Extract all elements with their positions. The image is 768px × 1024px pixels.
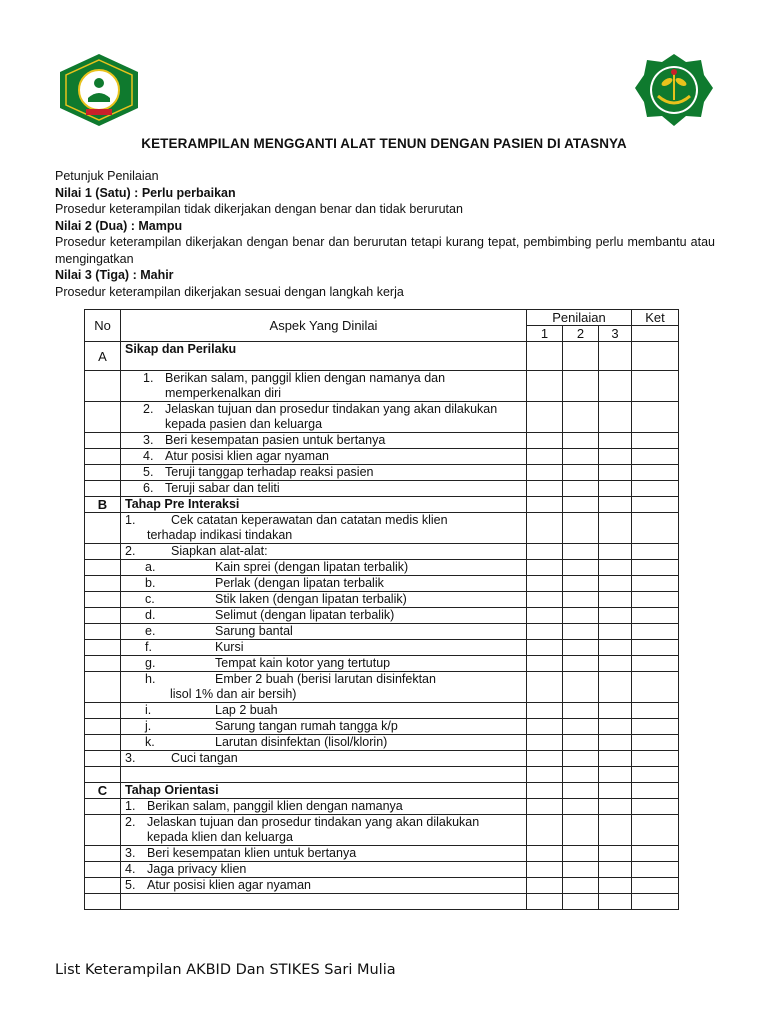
score-cell[interactable]	[527, 735, 563, 751]
item-letter: k.	[145, 735, 155, 749]
score-cell[interactable]	[599, 544, 632, 560]
table-row	[85, 402, 679, 433]
score-cell[interactable]	[527, 544, 563, 560]
score-cell[interactable]	[527, 719, 563, 735]
item-letter: b.	[145, 576, 156, 590]
table-row	[85, 719, 679, 735]
score-cell[interactable]	[527, 799, 563, 815]
score-cell[interactable]	[527, 862, 563, 878]
score-cell[interactable]	[527, 878, 563, 894]
score-cell[interactable]	[599, 402, 632, 433]
score-cell[interactable]	[599, 862, 632, 878]
table-row	[85, 862, 679, 878]
ket-cell[interactable]	[632, 449, 679, 465]
item-text-continued: lisol 1% dan air bersih)	[170, 687, 297, 701]
item-number: 1.	[125, 513, 136, 527]
score-cell[interactable]	[599, 433, 632, 449]
score-cell[interactable]	[563, 576, 599, 592]
score-1-label: Nilai 1 (Satu) : Perlu perbaikan	[55, 185, 236, 200]
score-cell[interactable]	[563, 878, 599, 894]
table-row	[85, 846, 679, 862]
table-row	[85, 544, 679, 560]
item-text: Cek catatan keperawatan dan catatan medis klien	[171, 513, 448, 527]
section-row	[85, 783, 679, 799]
score-cell[interactable]	[527, 560, 563, 576]
ket-cell[interactable]	[632, 878, 679, 894]
score-cell[interactable]	[563, 544, 599, 560]
item-letter: c.	[145, 592, 155, 606]
score-cell[interactable]	[563, 592, 599, 608]
item-text: Cuci tangan	[171, 751, 238, 765]
score-cell[interactable]	[599, 878, 632, 894]
score-cell[interactable]	[599, 342, 632, 371]
ket-cell[interactable]	[632, 751, 679, 767]
blank-row	[85, 894, 679, 910]
score-cell[interactable]	[599, 449, 632, 465]
section-title: Tahap Orientasi	[121, 783, 527, 799]
score-cell[interactable]	[599, 767, 632, 783]
score-cell[interactable]	[527, 481, 563, 497]
score-cell[interactable]	[563, 640, 599, 656]
ket-cell[interactable]	[632, 656, 679, 672]
header-score-2: 2	[563, 326, 599, 342]
score-3-description: Prosedur keterampilan dikerjakan sesuai dengan langkah kerja	[55, 284, 404, 299]
ket-cell[interactable]	[632, 846, 679, 862]
score-cell[interactable]	[599, 751, 632, 767]
table-row	[85, 465, 679, 481]
score-cell[interactable]	[599, 799, 632, 815]
score-cell[interactable]	[599, 672, 632, 703]
item-text: Berikan salam, panggil klien dengan namanya dan memperkenalkan diri	[165, 371, 446, 400]
score-cell[interactable]	[527, 703, 563, 719]
school-crest-logo	[58, 52, 140, 128]
institute-seal-logo	[633, 52, 715, 128]
item-letter: a.	[145, 560, 156, 574]
score-cell[interactable]	[599, 608, 632, 624]
item-text: Sarung bantal	[215, 624, 293, 638]
table-row	[85, 371, 679, 402]
header-aspek: Aspek Yang Dinilai	[121, 310, 527, 342]
item-text: Berikan salam, panggil klien dengan namanya	[147, 799, 403, 813]
score-cell[interactable]	[599, 481, 632, 497]
item-text: Beri kesempatan klien untuk bertanya	[147, 846, 357, 860]
page-footer: List Keterampilan AKBID Dan STIKES Sari Mulia	[55, 962, 396, 978]
score-cell[interactable]	[563, 846, 599, 862]
section-title: Tahap Pre Interaksi	[121, 497, 527, 513]
score-cell[interactable]	[527, 767, 563, 783]
score-cell[interactable]	[563, 402, 599, 433]
item-letter: e.	[145, 624, 156, 638]
ket-cell[interactable]	[632, 608, 679, 624]
ket-subheader-cell	[632, 326, 679, 342]
item-text: Teruji sabar dan teliti	[165, 481, 280, 495]
ket-cell[interactable]	[632, 719, 679, 735]
score-cell[interactable]	[599, 703, 632, 719]
ket-cell[interactable]	[632, 862, 679, 878]
item-letter: j.	[145, 719, 152, 733]
item-number: 3.	[125, 751, 136, 765]
score-cell[interactable]	[563, 751, 599, 767]
score-cell[interactable]	[527, 513, 563, 544]
header-score-3: 3	[599, 326, 632, 342]
ket-cell[interactable]	[632, 433, 679, 449]
score-cell[interactable]	[527, 846, 563, 862]
table-row	[85, 656, 679, 672]
score-2-description: Prosedur keterampilan dikerjakan dengan benar dan berurutan tetapi kurang tepat, pembimbing perlu membantu atau mengingatkan	[55, 235, 715, 266]
score-cell[interactable]	[527, 894, 563, 910]
item-number: 4.	[143, 449, 154, 463]
item-letter: d.	[145, 608, 156, 622]
item-text: Perlak (dengan lipatan terbalik	[215, 576, 384, 590]
item-number: 2.	[143, 402, 154, 416]
ket-cell[interactable]	[632, 767, 679, 783]
table-row	[85, 449, 679, 465]
ket-cell[interactable]	[632, 371, 679, 402]
ket-cell[interactable]	[632, 465, 679, 481]
table-row	[85, 815, 679, 846]
score-cell[interactable]	[599, 735, 632, 751]
score-cell[interactable]	[527, 371, 563, 402]
header-no: No	[85, 310, 121, 342]
section-row	[85, 342, 679, 371]
item-text: Lap 2 buah	[215, 703, 278, 717]
table-row	[85, 433, 679, 449]
score-cell[interactable]	[527, 592, 563, 608]
item-number: 3.	[125, 846, 136, 860]
item-text: Jelaskan tujuan dan prosedur tindakan yang akan dilakukan kepada klien dan keluarga	[147, 815, 480, 844]
score-cell[interactable]	[527, 497, 563, 513]
table-row	[85, 672, 679, 703]
ket-cell[interactable]	[632, 544, 679, 560]
item-text: Stik laken (dengan lipatan terbalik)	[215, 592, 407, 606]
table-row	[85, 481, 679, 497]
item-text: Sarung tangan rumah tangga k/p	[215, 719, 398, 733]
item-number: 5.	[143, 465, 154, 479]
score-cell[interactable]	[599, 513, 632, 544]
item-number: 1.	[125, 799, 136, 813]
score-cell[interactable]	[599, 592, 632, 608]
item-text-continued: terhadap indikasi tindakan	[147, 528, 293, 542]
score-cell[interactable]	[563, 656, 599, 672]
score-cell[interactable]	[563, 513, 599, 544]
score-cell[interactable]	[563, 735, 599, 751]
score-cell[interactable]	[527, 640, 563, 656]
score-cell[interactable]	[599, 783, 632, 799]
header-penilaian: Penilaian	[527, 310, 632, 326]
score-2-label: Nilai 2 (Dua) : Mampu	[55, 218, 183, 233]
item-number: 2.	[125, 544, 136, 558]
item-text: Tempat kain kotor yang tertutup	[215, 656, 391, 670]
ket-cell[interactable]	[632, 703, 679, 719]
score-cell[interactable]	[599, 640, 632, 656]
item-text: Beri kesempatan pasien untuk bertanya	[165, 433, 386, 447]
item-text: Kursi	[215, 640, 244, 654]
score-cell[interactable]	[563, 767, 599, 783]
ket-cell[interactable]	[632, 783, 679, 799]
table-row	[85, 878, 679, 894]
blank-row	[85, 767, 679, 783]
table-row	[85, 735, 679, 751]
score-cell[interactable]	[563, 560, 599, 576]
ket-cell[interactable]	[632, 497, 679, 513]
item-text: Jelaskan tujuan dan prosedur tindakan yang akan dilakukan kepada pasien dan keluarga	[165, 402, 498, 431]
score-cell[interactable]	[527, 433, 563, 449]
score-cell[interactable]	[599, 576, 632, 592]
score-cell[interactable]	[599, 815, 632, 846]
score-cell[interactable]	[599, 846, 632, 862]
item-letter: h.	[145, 672, 156, 686]
score-cell[interactable]	[527, 656, 563, 672]
ket-cell[interactable]	[632, 481, 679, 497]
score-cell[interactable]	[563, 342, 599, 371]
score-cell[interactable]	[527, 465, 563, 481]
item-text: Jaga privacy klien	[147, 862, 247, 876]
score-cell[interactable]	[527, 815, 563, 846]
item-text: Ember 2 buah (berisi larutan disinfektan	[215, 672, 436, 686]
item-text: Teruji tanggap terhadap reaksi pasien	[165, 465, 374, 479]
score-cell[interactable]	[599, 656, 632, 672]
table-row	[85, 608, 679, 624]
score-cell[interactable]	[563, 497, 599, 513]
score-cell[interactable]	[563, 481, 599, 497]
instructions-heading: Petunjuk Penilaian	[55, 169, 159, 183]
ket-cell[interactable]	[632, 402, 679, 433]
item-number: 5.	[125, 878, 136, 892]
ket-cell[interactable]	[632, 513, 679, 544]
score-cell[interactable]	[599, 719, 632, 735]
ket-cell[interactable]	[632, 815, 679, 846]
item-letter: f.	[145, 640, 152, 654]
item-text: Atur posisi klien agar nyaman	[147, 878, 311, 892]
score-cell[interactable]	[599, 894, 632, 910]
score-cell[interactable]	[563, 433, 599, 449]
score-cell[interactable]	[599, 624, 632, 640]
score-cell[interactable]	[527, 449, 563, 465]
section-no: A	[85, 342, 121, 371]
score-cell[interactable]	[527, 751, 563, 767]
item-text: Kain sprei (dengan lipatan terbalik)	[215, 560, 409, 574]
score-cell[interactable]	[563, 719, 599, 735]
score-cell[interactable]	[563, 703, 599, 719]
assessment-table	[84, 309, 679, 910]
table-row	[85, 592, 679, 608]
ket-cell[interactable]	[632, 624, 679, 640]
ket-cell[interactable]	[632, 592, 679, 608]
score-cell[interactable]	[563, 608, 599, 624]
score-cell[interactable]	[563, 815, 599, 846]
score-cell[interactable]	[563, 672, 599, 703]
score-cell[interactable]	[563, 799, 599, 815]
score-cell[interactable]	[563, 624, 599, 640]
item-number: 4.	[125, 862, 136, 876]
header-ket: Ket	[632, 310, 679, 326]
ket-cell[interactable]	[632, 560, 679, 576]
score-cell[interactable]	[599, 497, 632, 513]
item-text: Selimut (dengan lipatan terbalik)	[215, 608, 395, 622]
score-cell[interactable]	[563, 449, 599, 465]
table-row	[85, 640, 679, 656]
item-letter: g.	[145, 656, 156, 670]
score-cell[interactable]	[563, 371, 599, 402]
section-title: Sikap dan Perilaku	[121, 342, 527, 371]
table-row	[85, 560, 679, 576]
score-cell[interactable]	[527, 624, 563, 640]
ket-cell[interactable]	[632, 576, 679, 592]
section-no: C	[85, 783, 121, 799]
ket-cell[interactable]	[632, 342, 679, 371]
item-text: Atur posisi klien agar nyaman	[165, 449, 329, 463]
item-text: Siapkan alat-alat:	[171, 544, 268, 558]
table-row	[85, 751, 679, 767]
score-cell[interactable]	[527, 402, 563, 433]
section-row	[85, 497, 679, 513]
table-row	[85, 576, 679, 592]
item-text: Larutan disinfektan (lisol/klorin)	[215, 735, 388, 749]
score-cell[interactable]	[527, 576, 563, 592]
table-row	[85, 799, 679, 815]
table-row	[85, 624, 679, 640]
score-cell[interactable]	[527, 608, 563, 624]
score-cell[interactable]	[563, 783, 599, 799]
score-cell[interactable]	[599, 560, 632, 576]
page-title: KETERAMPILAN MENGGANTI ALAT TENUN DENGAN PASIEN DI ATASNYA	[141, 136, 627, 151]
score-cell[interactable]	[563, 465, 599, 481]
header-score-1: 1	[527, 326, 563, 342]
score-cell[interactable]	[527, 672, 563, 703]
assessment-instructions	[55, 168, 715, 300]
score-cell[interactable]	[563, 894, 599, 910]
ket-cell[interactable]	[632, 894, 679, 910]
score-cell[interactable]	[599, 371, 632, 402]
score-1-description: Prosedur keterampilan tidak dikerjakan dengan benar dan tidak berurutan	[55, 202, 463, 216]
score-cell[interactable]	[527, 783, 563, 799]
item-number: 6.	[143, 481, 154, 495]
ket-cell[interactable]	[632, 672, 679, 703]
item-letter: i.	[145, 703, 152, 717]
ket-cell[interactable]	[632, 640, 679, 656]
table-row	[85, 513, 679, 544]
item-number: 1.	[143, 371, 154, 385]
ket-cell[interactable]	[632, 735, 679, 751]
score-cell[interactable]	[563, 862, 599, 878]
score-3-label: Nilai 3 (Tiga) : Mahir	[55, 268, 174, 282]
score-cell[interactable]	[599, 465, 632, 481]
ket-cell[interactable]	[632, 799, 679, 815]
item-number: 3.	[143, 433, 154, 447]
score-cell[interactable]	[527, 342, 563, 371]
item-number: 2.	[125, 815, 136, 829]
table-row	[85, 703, 679, 719]
section-no: B	[85, 497, 121, 513]
